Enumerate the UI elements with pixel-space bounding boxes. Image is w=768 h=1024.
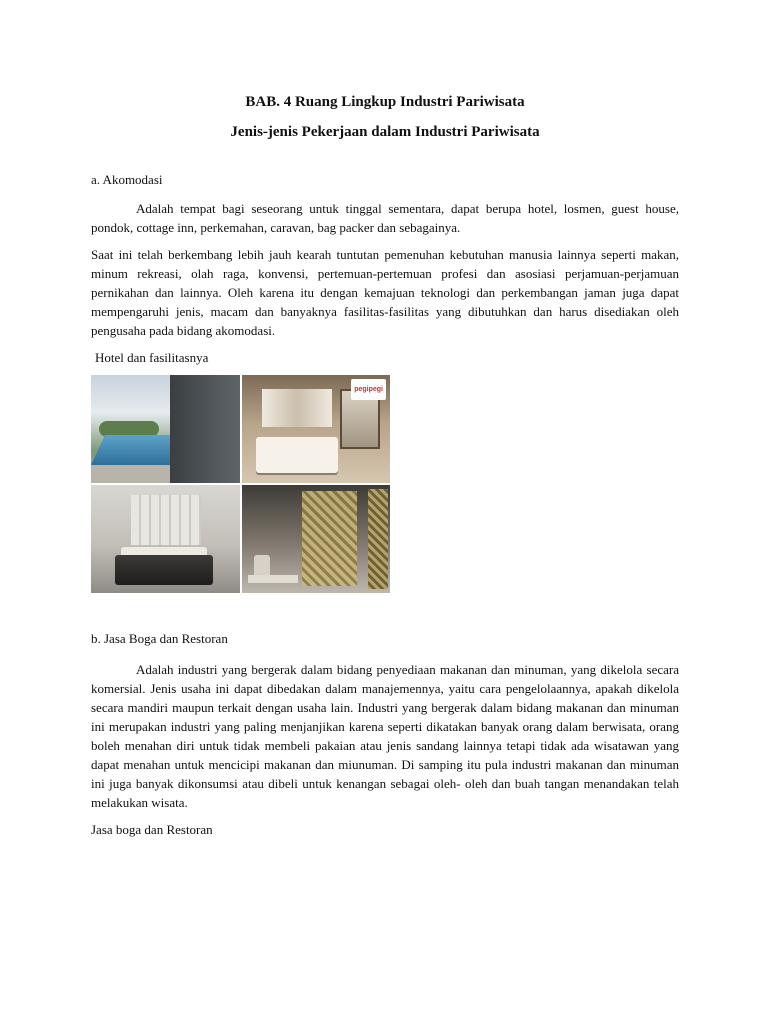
photo-rooftop-pool [91, 375, 240, 483]
pegipegi-logo: pegipegi [351, 379, 386, 400]
section-b-heading: b. Jasa Boga dan Restoran [91, 631, 228, 646]
photo-hotel-lounge [91, 485, 240, 593]
section-b-paragraph-1: Adalah industri yang bergerak dalam bidang penyediaan makanan dan minuman, yang dikelola secara komersial. Jenis usaha ini dapat dibedakan dalam manajemennya, yaitu cara pengelolaannya, apakah dikelola secara mandiri maupun terkait dengan usaha lain. Industri yang bergerak dalam bidang makanan dan minuman ini merupakan industri yang paling menjanjikan karena seperti dikatakan banyak orang dalam berwisata, orang boleh menahan diri untuk tidak membeli pakaian atau jenis sandang lainnya tetapi tidak ada wisatawan yang dapat menahan untuk mencicipi makanan dan miunuman. Di samping itu pula industri makanan dan minuman ini juga banyak dikonsumsi atau dibeli untuk kenangan sebagai oleh- oleh dan buah tangan menandakan telah melakukan wisata. [91, 662, 679, 810]
chapter-subtitle: Jenis-jenis Pekerjaan dalam Industri Pariwisata [230, 124, 540, 140]
section-a-heading: a. Akomodasi [91, 172, 163, 187]
hotel-caption: Hotel dan fasilitasnya [95, 350, 209, 365]
section-a-paragraph-2: Saat ini telah berkembang lebih jauh kearah tuntutan pemenuhan kebutuhan manusia lainnya seperti makan, minum rekreasi, olah raga, konvensi, pertemuan-pertemuan profesi dan asosiasi perjamuan-perjamuan pernikahan dan lainnya. Oleh karena itu dengan kemajuan teknologi dan perkembangan jaman juga dapat mempengaruhi jenis, macam dan banyaknya fasilitas-fasilitas yang dibutuhkan dan harus disediakan oleh pengusaha pada bidang akomodasi. [91, 247, 679, 338]
chapter-title: BAB. 4 Ruang Lingkup Industri Pariwisata [245, 94, 525, 110]
photo-hotel-bedroom [242, 375, 390, 483]
section-a-paragraph-1: Adalah tempat bagi seseorang untuk tinggal sementara, dapat berupa hotel, losmen, guest house, pondok, cottage inn, perkemahan, caravan, bag packer dan sebagainya. [91, 201, 679, 235]
restaurant-caption: Jasa boga dan Restoran [91, 822, 213, 837]
photo-hotel-restaurant [242, 485, 390, 593]
document-content [91, 92, 679, 847]
hotel-photo-collage [91, 375, 390, 593]
